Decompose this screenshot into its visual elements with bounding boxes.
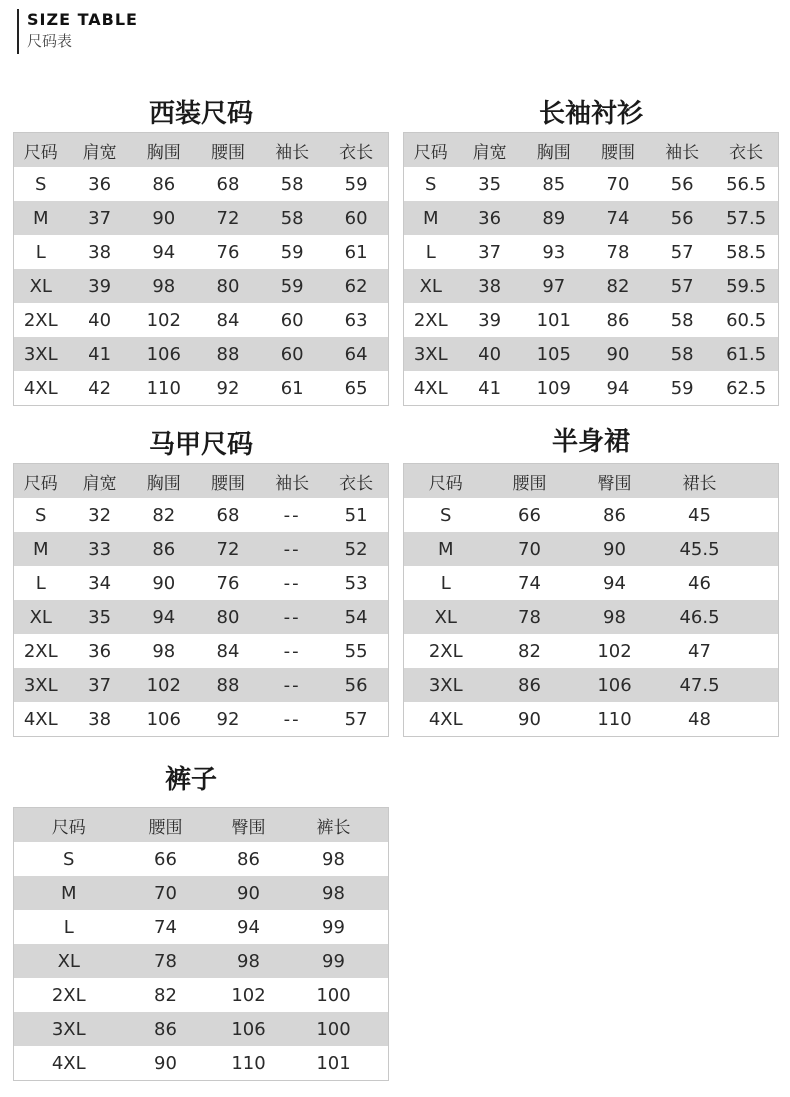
table-row xyxy=(14,201,389,235)
measurement-cell: 93 xyxy=(542,241,566,263)
size-label-cell: S xyxy=(425,173,437,195)
measurement-cell: 56 xyxy=(670,207,694,229)
measurement-cell: 38 xyxy=(88,241,112,263)
measurement-cell: 110 xyxy=(146,377,181,399)
measurement-cell: 110 xyxy=(597,708,632,730)
measurement-cell: 90 xyxy=(518,708,541,730)
measurement-cell: 58 xyxy=(670,343,694,365)
measurement-cell: 41 xyxy=(478,377,502,399)
measurement-cell: 70 xyxy=(606,173,630,195)
size-label-cell: L xyxy=(425,241,436,263)
measurement-cell: 45 xyxy=(688,504,711,526)
table-row xyxy=(404,201,779,235)
table-row xyxy=(14,944,389,978)
measurement-cell: 98 xyxy=(237,950,260,972)
column-header: 衣长 xyxy=(339,142,374,163)
measurement-cell: 102 xyxy=(231,984,266,1006)
column-header: 胸围 xyxy=(146,142,181,163)
measurement-cell: 86 xyxy=(152,173,176,195)
measurement-cell: 94 xyxy=(606,377,630,399)
table-row xyxy=(14,1012,389,1046)
size-label-cell: L xyxy=(35,572,46,594)
measurement-cell: 56.5 xyxy=(726,173,767,195)
table-header-row xyxy=(404,133,779,168)
size-label-cell: 4XL xyxy=(428,708,463,730)
table-row xyxy=(404,498,779,532)
measurement-cell: 41 xyxy=(88,343,112,365)
size-label-cell: XL xyxy=(419,275,442,297)
suit-size-section xyxy=(13,96,389,406)
empty-cell xyxy=(378,1012,389,1046)
measurement-cell: 105 xyxy=(536,343,571,365)
measurement-cell: 46 xyxy=(688,572,711,594)
header-title-cn: 尺码表 xyxy=(27,32,73,50)
table-row xyxy=(14,876,389,910)
table-row xyxy=(14,532,389,566)
table-row xyxy=(404,371,779,406)
column-header: 尺码 xyxy=(51,817,86,838)
column-header: 肩宽 xyxy=(82,142,117,163)
measurement-cell: 54 xyxy=(344,606,368,628)
measurement-cell: 57.5 xyxy=(726,207,767,229)
measurement-cell: 80 xyxy=(216,606,240,628)
size-label-cell: XL xyxy=(29,606,52,628)
measurement-cell: 53 xyxy=(344,572,368,594)
size-label-cell: S xyxy=(63,848,75,870)
measurement-cell: 98 xyxy=(603,606,626,628)
measurement-cell: 59 xyxy=(280,275,304,297)
measurement-cell: 57 xyxy=(670,241,694,263)
measurement-cell: 59.5 xyxy=(726,275,767,297)
measurement-cell: 37 xyxy=(478,241,502,263)
table-row xyxy=(404,303,779,337)
measurement-cell: 55 xyxy=(344,640,368,662)
size-label-cell: 2XL xyxy=(51,984,86,1006)
measurement-cell: 70 xyxy=(518,538,541,560)
measurement-cell: 82 xyxy=(518,640,541,662)
size-label-cell: 4XL xyxy=(413,377,448,399)
measurement-cell: 38 xyxy=(88,708,112,730)
measurement-cell: 110 xyxy=(231,1052,266,1074)
empty-cell xyxy=(378,808,389,843)
empty-cell xyxy=(742,634,779,668)
empty-cell xyxy=(742,702,779,737)
shirt-size-title: 长袖衬衫 xyxy=(538,99,643,129)
size-label-cell: L xyxy=(440,572,451,594)
table-row xyxy=(14,167,389,201)
measurement-cell: 76 xyxy=(216,572,240,594)
table-row xyxy=(14,600,389,634)
skirt-size-title: 半身裙 xyxy=(551,427,630,457)
table-row xyxy=(14,668,389,702)
table-row xyxy=(14,910,389,944)
measurement-cell: 100 xyxy=(316,984,351,1006)
suit-size-title: 西装尺码 xyxy=(148,99,253,129)
measurement-cell: 57 xyxy=(344,708,368,730)
measurement-cell: 86 xyxy=(152,538,176,560)
measurement-cell: 82 xyxy=(154,984,177,1006)
empty-cell xyxy=(742,566,779,600)
measurement-cell: 72 xyxy=(216,538,240,560)
measurement-cell: 58 xyxy=(280,173,304,195)
measurement-cell: 82 xyxy=(152,504,176,526)
column-header: 尺码 xyxy=(428,473,463,494)
table-row xyxy=(404,668,779,702)
measurement-cell: 47.5 xyxy=(679,674,720,696)
measurement-cell: 46.5 xyxy=(679,606,720,628)
measurement-cell: 94 xyxy=(152,241,176,263)
measurement-cell: 45.5 xyxy=(679,538,720,560)
measurement-cell: 94 xyxy=(237,916,260,938)
measurement-cell: 60.5 xyxy=(726,309,767,331)
table-header-row xyxy=(404,464,779,499)
measurement-cell: 48 xyxy=(688,708,711,730)
table-row xyxy=(14,371,389,406)
measurement-cell: 40 xyxy=(88,309,112,331)
measurement-cell: 34 xyxy=(88,572,112,594)
measurement-cell: -- xyxy=(283,538,301,560)
measurement-cell: 39 xyxy=(478,309,502,331)
column-header: 臀围 xyxy=(597,473,632,494)
size-label-cell: 4XL xyxy=(23,377,58,399)
size-label-cell: S xyxy=(35,173,47,195)
column-header: 腰围 xyxy=(210,473,245,494)
table-row xyxy=(404,702,779,737)
measurement-cell: 40 xyxy=(478,343,502,365)
column-header: 腰围 xyxy=(210,142,245,163)
measurement-cell: -- xyxy=(283,572,301,594)
empty-cell xyxy=(742,600,779,634)
empty-cell xyxy=(378,876,389,910)
measurement-cell: -- xyxy=(283,640,301,662)
measurement-cell: 35 xyxy=(88,606,112,628)
shirt-size-table xyxy=(403,132,779,406)
size-label-cell: S xyxy=(35,504,47,526)
column-header: 衣长 xyxy=(339,473,374,494)
size-label-cell: 3XL xyxy=(23,674,58,696)
table-row xyxy=(14,235,389,269)
measurement-cell: -- xyxy=(283,606,301,628)
measurement-cell: 37 xyxy=(88,674,112,696)
measurement-cell: 60 xyxy=(280,309,304,331)
measurement-cell: 47 xyxy=(688,640,711,662)
measurement-cell: -- xyxy=(283,504,301,526)
measurement-cell: 98 xyxy=(152,640,176,662)
empty-cell xyxy=(378,1046,389,1081)
measurement-cell: 90 xyxy=(606,343,630,365)
measurement-cell: 101 xyxy=(536,309,571,331)
size-label-cell: 2XL xyxy=(23,640,58,662)
size-label-cell: 3XL xyxy=(51,1018,86,1040)
size-label-cell: M xyxy=(437,538,454,560)
column-header: 尺码 xyxy=(413,142,448,163)
size-label-cell: XL xyxy=(29,275,52,297)
pants-size-table xyxy=(13,807,389,1081)
measurement-cell: 35 xyxy=(478,173,502,195)
measurement-cell: 106 xyxy=(597,674,632,696)
measurement-cell: 106 xyxy=(146,343,181,365)
size-label-cell: M xyxy=(32,538,49,560)
size-label-cell: S xyxy=(440,504,452,526)
table-header-row xyxy=(14,133,389,168)
measurement-cell: 66 xyxy=(518,504,541,526)
table-row xyxy=(14,566,389,600)
measurement-cell: 92 xyxy=(216,377,240,399)
measurement-cell: 36 xyxy=(88,640,112,662)
measurement-cell: 66 xyxy=(154,848,177,870)
measurement-cell: 109 xyxy=(536,377,571,399)
size-label-cell: M xyxy=(32,207,49,229)
header-title-en: SIZE TABLE xyxy=(27,10,138,29)
size-label-cell: 2XL xyxy=(428,640,463,662)
measurement-cell: 86 xyxy=(606,309,630,331)
measurement-cell: 39 xyxy=(88,275,112,297)
vest-size-title: 马甲尺码 xyxy=(148,430,253,460)
column-header: 肩宽 xyxy=(82,473,117,494)
column-header: 腰围 xyxy=(600,142,635,163)
measurement-cell: 97 xyxy=(542,275,566,297)
size-label-cell: 4XL xyxy=(23,708,58,730)
table-row xyxy=(14,1046,389,1081)
column-header: 袖长 xyxy=(275,473,310,494)
size-label-cell: M xyxy=(422,207,439,229)
measurement-cell: 84 xyxy=(216,309,240,331)
measurement-cell: 72 xyxy=(216,207,240,229)
measurement-cell: 90 xyxy=(152,207,176,229)
table-row xyxy=(404,337,779,371)
measurement-cell: 56 xyxy=(344,674,368,696)
measurement-cell: 36 xyxy=(478,207,502,229)
measurement-cell: 98 xyxy=(322,882,345,904)
column-header: 尺码 xyxy=(23,473,58,494)
measurement-cell: 106 xyxy=(231,1018,266,1040)
measurement-cell: 60 xyxy=(280,343,304,365)
measurement-cell: 98 xyxy=(322,848,345,870)
measurement-cell: 85 xyxy=(542,173,566,195)
measurement-cell: 42 xyxy=(88,377,112,399)
measurement-cell: 78 xyxy=(154,950,177,972)
measurement-cell: 70 xyxy=(154,882,177,904)
column-header: 尺码 xyxy=(23,142,58,163)
empty-cell xyxy=(378,978,389,1012)
size-label-cell: 2XL xyxy=(413,309,448,331)
table-row xyxy=(404,532,779,566)
measurement-cell: 58 xyxy=(280,207,304,229)
measurement-cell: -- xyxy=(283,708,301,730)
measurement-cell: 61 xyxy=(280,377,304,399)
measurement-cell: 86 xyxy=(603,504,626,526)
measurement-cell: 59 xyxy=(344,173,368,195)
measurement-cell: 102 xyxy=(146,309,181,331)
measurement-cell: 84 xyxy=(216,640,240,662)
measurement-cell: 61.5 xyxy=(726,343,767,365)
measurement-cell: 92 xyxy=(216,708,240,730)
column-header: 胸围 xyxy=(146,473,181,494)
size-label-cell: 2XL xyxy=(23,309,58,331)
measurement-cell: 68 xyxy=(216,504,240,526)
column-header: 胸围 xyxy=(536,142,571,163)
column-header: 袖长 xyxy=(665,142,700,163)
table-row xyxy=(404,167,779,201)
measurement-cell: 58.5 xyxy=(726,241,767,263)
measurement-cell: 106 xyxy=(146,708,181,730)
measurement-cell: 100 xyxy=(316,1018,351,1040)
size-label-cell: 3XL xyxy=(23,343,58,365)
empty-cell xyxy=(378,944,389,978)
table-row xyxy=(14,842,389,876)
size-label-cell: 3XL xyxy=(428,674,463,696)
empty-cell xyxy=(378,842,389,876)
measurement-cell: 76 xyxy=(216,241,240,263)
column-header: 肩宽 xyxy=(472,142,507,163)
measurement-cell: 99 xyxy=(322,916,345,938)
table-row xyxy=(14,634,389,668)
measurement-cell: 88 xyxy=(216,343,240,365)
table-row xyxy=(404,269,779,303)
measurement-cell: 36 xyxy=(88,173,112,195)
measurement-cell: 51 xyxy=(344,504,368,526)
measurement-cell: 78 xyxy=(518,606,541,628)
measurement-cell: 63 xyxy=(344,309,368,331)
measurement-cell: 78 xyxy=(606,241,630,263)
empty-cell xyxy=(742,464,779,499)
table-row xyxy=(404,600,779,634)
measurement-cell: 86 xyxy=(154,1018,177,1040)
size-label-cell: 4XL xyxy=(51,1052,86,1074)
measurement-cell: 102 xyxy=(146,674,181,696)
table-header-row xyxy=(14,808,389,843)
measurement-cell: 56 xyxy=(670,173,694,195)
column-header: 裤长 xyxy=(316,817,351,838)
measurement-cell: 62.5 xyxy=(726,377,767,399)
measurement-cell: 38 xyxy=(478,275,502,297)
measurement-cell: 57 xyxy=(670,275,694,297)
measurement-cell: 86 xyxy=(518,674,541,696)
table-row xyxy=(14,337,389,371)
skirt-size-table xyxy=(403,463,779,737)
measurement-cell: 89 xyxy=(542,207,566,229)
vest-size-section xyxy=(13,427,389,737)
measurement-cell: 74 xyxy=(154,916,177,938)
measurement-cell: 37 xyxy=(88,207,112,229)
measurement-cell: 90 xyxy=(154,1052,177,1074)
measurement-cell: 59 xyxy=(670,377,694,399)
table-row xyxy=(14,269,389,303)
measurement-cell: 61 xyxy=(344,241,368,263)
measurement-cell: 32 xyxy=(88,504,112,526)
measurement-cell: 59 xyxy=(280,241,304,263)
measurement-cell: 74 xyxy=(518,572,541,594)
measurement-cell: 94 xyxy=(152,606,176,628)
measurement-cell: 82 xyxy=(606,275,630,297)
size-label-cell: 3XL xyxy=(413,343,448,365)
measurement-cell: 99 xyxy=(322,950,345,972)
vest-size-table xyxy=(13,463,389,737)
column-header: 衣长 xyxy=(729,142,764,163)
measurement-cell: 68 xyxy=(216,173,240,195)
table-header-row xyxy=(14,464,389,499)
empty-cell xyxy=(378,910,389,944)
column-header: 裙长 xyxy=(682,473,717,494)
size-label-cell: L xyxy=(35,241,46,263)
measurement-cell: 80 xyxy=(216,275,240,297)
measurement-cell: 74 xyxy=(606,207,630,229)
measurement-cell: -- xyxy=(283,674,301,696)
column-header: 腰围 xyxy=(512,473,547,494)
table-row xyxy=(14,702,389,737)
empty-cell xyxy=(742,668,779,702)
column-header: 臀围 xyxy=(231,817,266,838)
column-header: 腰围 xyxy=(148,817,183,838)
size-label-cell: XL xyxy=(434,606,457,628)
measurement-cell: 60 xyxy=(344,207,368,229)
table-row xyxy=(404,566,779,600)
measurement-cell: 90 xyxy=(237,882,260,904)
table-row xyxy=(404,235,779,269)
size-label-cell: XL xyxy=(57,950,80,972)
table-row xyxy=(14,303,389,337)
empty-cell xyxy=(742,532,779,566)
suit-size-table xyxy=(13,132,389,406)
size-label-cell: L xyxy=(63,916,74,938)
measurement-cell: 64 xyxy=(344,343,368,365)
skirt-size-section xyxy=(403,424,779,737)
pants-size-title: 裤子 xyxy=(164,765,217,795)
measurement-cell: 86 xyxy=(237,848,260,870)
table-row xyxy=(14,978,389,1012)
measurement-cell: 102 xyxy=(597,640,632,662)
measurement-cell: 90 xyxy=(152,572,176,594)
size-table-header xyxy=(17,9,138,54)
measurement-cell: 90 xyxy=(603,538,626,560)
table-row xyxy=(404,634,779,668)
measurement-cell: 94 xyxy=(603,572,626,594)
empty-cell xyxy=(742,498,779,532)
column-header: 袖长 xyxy=(275,142,310,163)
shirt-size-section xyxy=(403,96,779,406)
table-row xyxy=(14,498,389,532)
measurement-cell: 33 xyxy=(88,538,112,560)
measurement-cell: 88 xyxy=(216,674,240,696)
measurement-cell: 98 xyxy=(152,275,176,297)
measurement-cell: 58 xyxy=(670,309,694,331)
measurement-cell: 65 xyxy=(344,377,368,399)
pants-size-section xyxy=(13,762,389,1081)
measurement-cell: 101 xyxy=(316,1052,351,1074)
measurement-cell: 62 xyxy=(344,275,368,297)
measurement-cell: 52 xyxy=(344,538,368,560)
size-label-cell: M xyxy=(60,882,77,904)
